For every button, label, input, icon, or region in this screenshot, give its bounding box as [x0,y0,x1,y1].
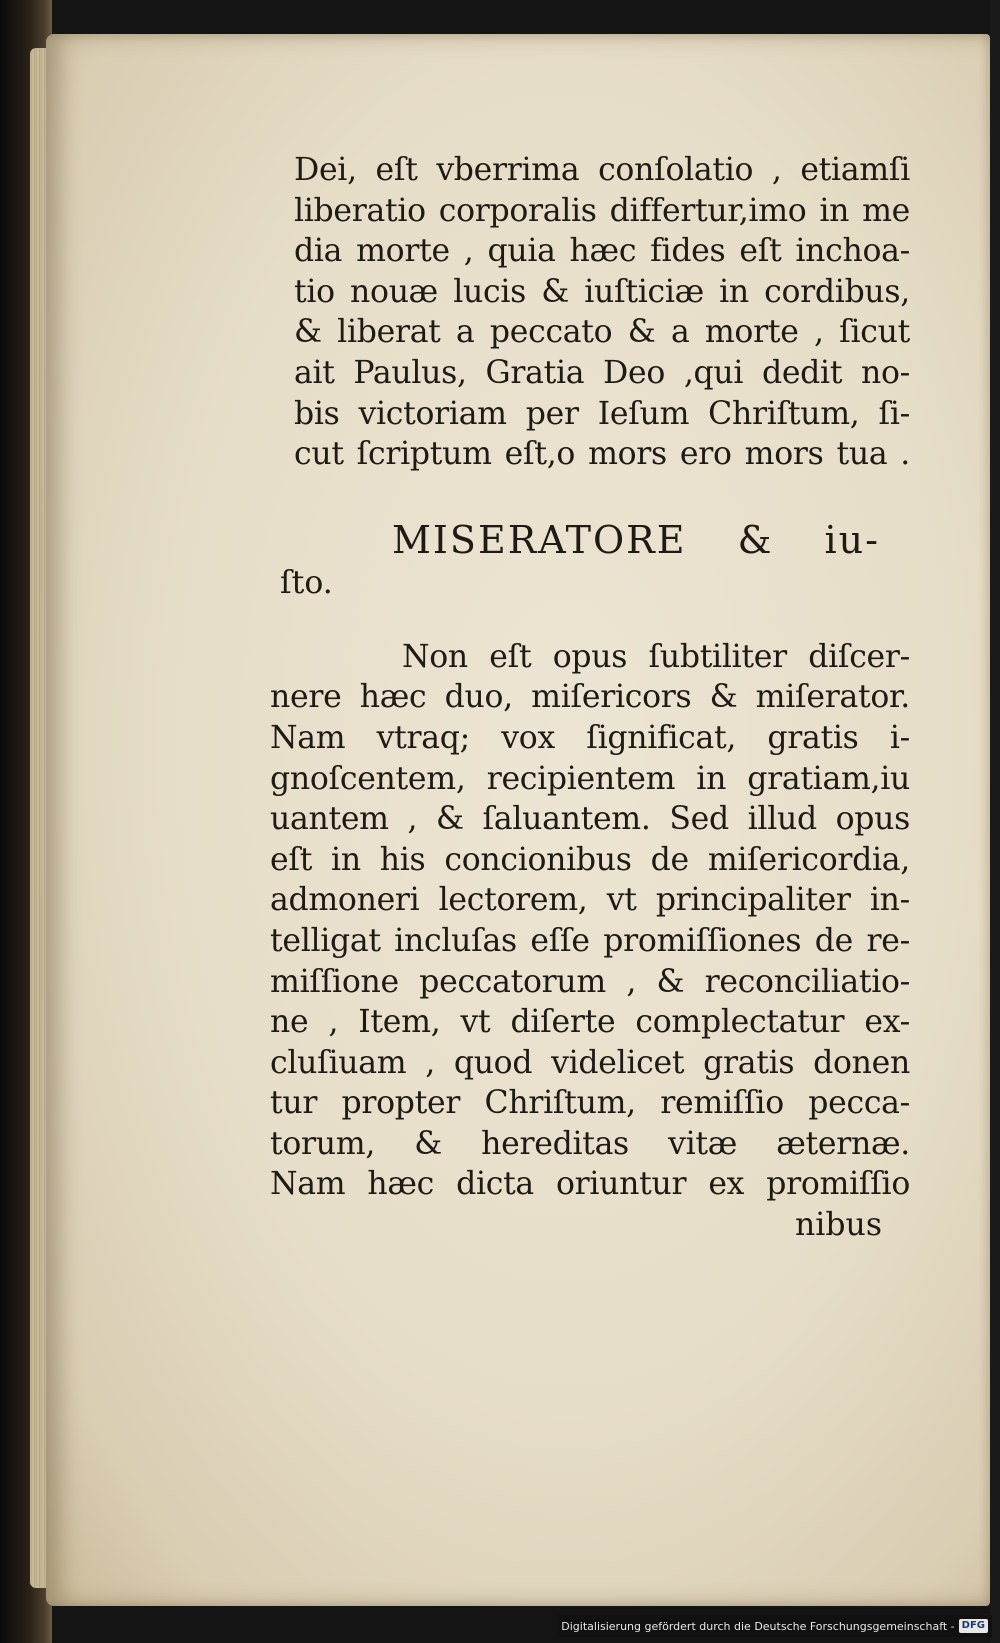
text-line: cut ſcriptum eſt,o mors ero mors tua . [294,436,910,473]
text-line: uantem , & ſaluantem. Sed illud opus [270,801,910,838]
text-line: dia morte , quia hæc fides eſt inchoa- [294,233,910,270]
section-heading: MISERATORE & iu- [392,517,880,562]
text-line: cluſiuam , quod videlicet gratis donen [270,1044,910,1081]
text-line: eſt in his concionibus de miſericordia, [270,841,910,878]
text-line: bis victoriam per Ieſum Chriſtum, ſi- [294,395,910,432]
text-line: torum, & hereditas vitæ æternæ. [270,1125,910,1162]
page-text [270,150,910,1245]
text-line: gnoſcentem, recipientem in gratiam,iu [270,760,910,797]
text-line: ait Paulus, Gratia Deo ,qui dedit no- [294,354,910,391]
digitization-footer [557,1615,992,1637]
text-line: ne , Item, vt diſerte complectatur ex- [270,1004,910,1041]
text-line: tur propter Chriſtum, remiſſio pecca- [270,1085,910,1122]
text-line: Nam vtraq; vox ſignificat, gratis i- [270,719,910,756]
text-line: telligat incluſas eſſe promiſſiones de re- [270,922,910,959]
text-line: Nam hæc dicta oriuntur ex promiſſio [270,1166,910,1203]
paragraph-1 [270,150,910,475]
catchword: nibus [795,1207,882,1244]
text-line: admoneri lectorem, vt principaliter in- [270,882,910,919]
text-line: tio nouæ lucis & iuſticiæ in cordibus, [294,273,910,310]
dfg-logo: DFG [959,1619,988,1633]
section-heading-continuation: ſto. [280,564,333,601]
text-line: miſſione peccatorum , & reconciliatio- [270,963,910,1000]
text-line: liberatio corporalis differtur,imo in me [294,192,910,229]
right-edge-strip [990,0,1000,1643]
text-line: Dei, eſt vberrima conſolatio , etiamſi [294,152,910,188]
footer-credit-text: Digitalisierung gefördert durch die Deutsche Forschungsgemeinschaft - [561,1619,955,1633]
text-line: Non eſt opus ſubtiliter diſcer- [402,638,910,675]
text-line: & liberat a peccato & a morte , ſicut [294,314,910,351]
paragraph-2 [270,637,910,1205]
text-line: nere hæc duo, miſericors & miſerator. [270,679,910,716]
